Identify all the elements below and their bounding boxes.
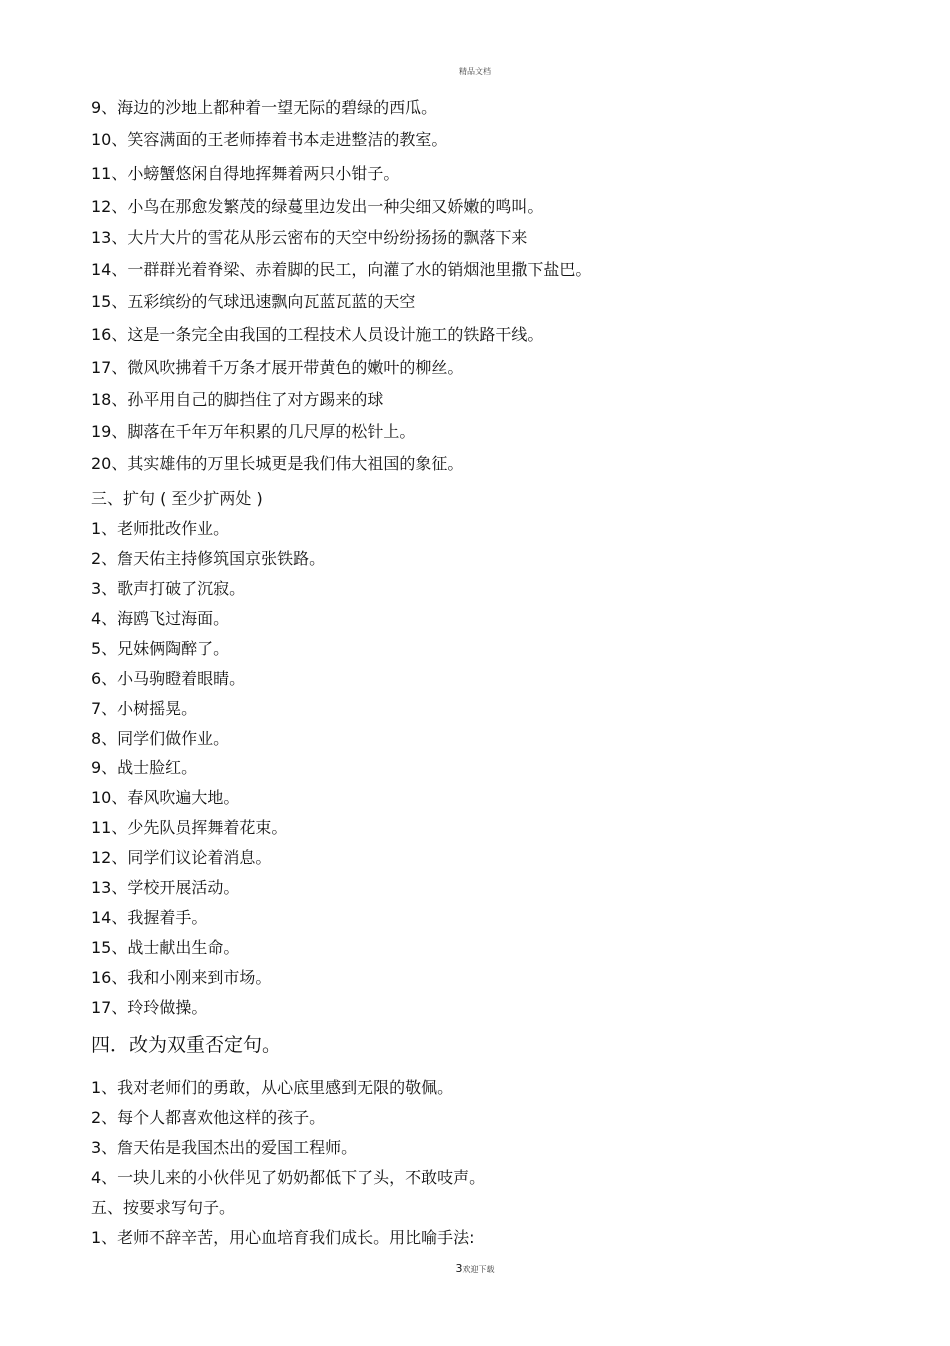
list-item: 11、少先队员挥舞着花束。 bbox=[91, 818, 288, 837]
list-item: 3、詹天佑是我国杰出的爱国工程师。 bbox=[91, 1138, 358, 1157]
list-item: 16、我和小刚来到市场。 bbox=[91, 968, 272, 987]
list-item: 1、老师批改作业。 bbox=[91, 519, 230, 538]
page-header: 精品文档 bbox=[459, 67, 491, 76]
list-item: 15、五彩缤纷的气球迅速飘向瓦蓝瓦蓝的天空 bbox=[91, 292, 416, 311]
list-item: 10、春风吹遍大地。 bbox=[91, 788, 240, 807]
list-item: 4、一块儿来的小伙伴见了奶奶都低下了头，不敢吱声。 bbox=[91, 1168, 486, 1187]
footer-text: 欢迎下载 bbox=[462, 1265, 495, 1274]
list-item: 20、其实雄伟的万里长城更是我们伟大祖国的象征。 bbox=[91, 454, 464, 473]
list-item: 4、海鸥飞过海面。 bbox=[91, 609, 230, 628]
list-item: 2、詹天佑主持修筑国京张铁路。 bbox=[91, 549, 326, 568]
list-item: 13、大片大片的雪花从彤云密布的天空中纷纷扬扬的飘落下来 bbox=[91, 228, 528, 247]
list-item: 9、海边的沙地上都种着一望无际的碧绿的西瓜。 bbox=[91, 98, 438, 117]
list-item: 13、学校开展活动。 bbox=[91, 878, 240, 897]
list-item: 12、小鸟在那愈发繁茂的绿蔓里边发出一种尖细又娇嫩的鸣叫。 bbox=[91, 197, 544, 216]
list-item: 12、同学们议论着消息。 bbox=[91, 848, 272, 867]
list-item: 19、脚落在千年万年积累的几尺厚的松针上。 bbox=[91, 422, 416, 441]
list-item: 14、一群群光着脊梁、赤着脚的民工，向灌了水的销烟池里撒下盐巴。 bbox=[91, 260, 592, 279]
list-item: 8、同学们做作业。 bbox=[91, 729, 230, 748]
section-heading: 三、扩句 ( 至少扩两处 ) bbox=[91, 489, 263, 508]
list-item: 16、这是一条完全由我国的工程技术人员设计施工的铁路干线。 bbox=[91, 325, 544, 344]
section-heading: 四．改为双重否定句。 bbox=[91, 1034, 282, 1056]
list-item: 7、小树摇晃。 bbox=[91, 699, 198, 718]
list-item: 18、孙平用自己的脚挡住了对方踢来的球 bbox=[91, 390, 384, 409]
list-item: 3、歌声打破了沉寂。 bbox=[91, 579, 246, 598]
page-number: 3 bbox=[455, 1262, 463, 1275]
section-heading: 五、按要求写句子。 bbox=[91, 1198, 236, 1217]
list-item: 5、兄妹俩陶醉了。 bbox=[91, 639, 230, 658]
list-item: 1、我对老师们的勇敢，从心底里感到无限的敬佩。 bbox=[91, 1078, 454, 1097]
list-item: 15、战士献出生命。 bbox=[91, 938, 240, 957]
list-item: 6、小马驹瞪着眼睛。 bbox=[91, 669, 246, 688]
page-footer bbox=[0, 1262, 950, 1275]
list-item: 14、我握着手。 bbox=[91, 908, 208, 927]
list-item: 1、老师不辞辛苦，用心血培育我们成长。用比喻手法: bbox=[91, 1228, 475, 1247]
list-item: 11、小螃蟹悠闲自得地挥舞着两只小钳子。 bbox=[91, 164, 400, 183]
list-item: 17、玲玲做操。 bbox=[91, 998, 208, 1017]
list-item: 17、微风吹拂着千万条才展开带黄色的嫩叶的柳丝。 bbox=[91, 358, 464, 377]
list-item: 2、每个人都喜欢他这样的孩子。 bbox=[91, 1108, 326, 1127]
list-item: 10、笑容满面的王老师捧着书本走进整洁的教室。 bbox=[91, 130, 448, 149]
list-item: 9、战士脸红。 bbox=[91, 758, 198, 777]
